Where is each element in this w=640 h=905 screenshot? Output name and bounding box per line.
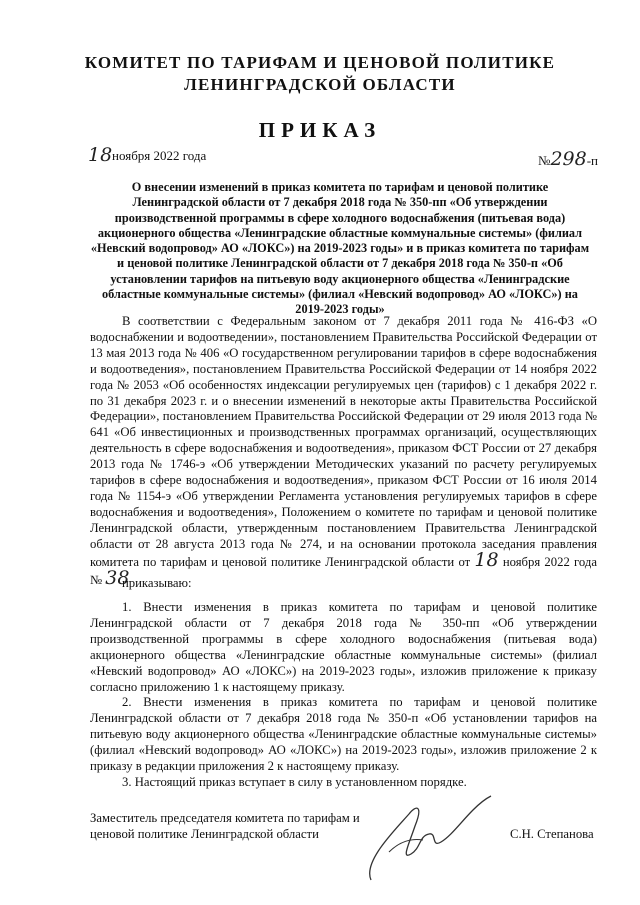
handwritten-day-2: 18 (474, 548, 499, 571)
order-word: приказываю: (122, 576, 192, 590)
handwritten-day: 18 (88, 144, 113, 166)
handwritten-protocol-number: 38 (105, 566, 130, 589)
org-name-line-1: КОМИТЕТ ПО ТАРИФАМ И ЦЕНОВОЙ ПОЛИТИКЕ (84, 53, 556, 72)
handwritten-number: 298 (550, 148, 587, 170)
subject-heading: О внесении изменений в приказ комитета по тарифам и ценовой политике Ленинградской области от 7 декабря 2018 года № 350-пп «Об утверждении производственной программы в сфере холодного водоснабжения (питьевая вода) акционерного общества «Ленинградские областные коммунальные системы» (филиал «Невский водопровод» АО «ЛОКС») на 2019-2023 годы» и в приказ комитета по тарифам и ценовой политике Ленинградской области от 7 декабря 2018 года № 350-п «Об установлении тарифов на питьевую воду акционерного общества «Ленинградские областные коммунальные системы» (филиал «Невский водопровод» АО «ЛОКС») на 2019-2023 годы» (90, 180, 590, 317)
preamble-paragraph: В соответствии с Федеральным законом от 7 декабря 2011 года № 416-ФЗ «О водоснабжении и водоотведении», постановлением Правительства Российской Федерации от 13 мая 2013 года № 406 «О государственном регулировании тарифов в сфере водоснабжения и водоотведения», постановлением Правительства Российской Федерации от 14 ноября 2022 года № 2053 «Об особенностях индексации регулируемых цен (тарифов) с 1 декабря 2022 г. по 31 декабря 2023 г. и о внесении изменений в некоторые акты Правительства Российской Федерации», постановлением Правительства Российской Федерации от 29 июля 2013 года № 641 «Об инвестиционных и производственных программах организаций, осуществляющих деятельность в сфере водоснабжения и водоотведения», приказом ФСТ России от 27 декабря 2013 года № 1746-э «Об утверждении Методических указаний по расчету регулируемых тарифов в сфере водоснабжения и водоотведения», приказом ФСТ России от 16 июля 2014 года № 1154-э «Об утверждении Регламента установления регулируемых тарифов в сфере водоснабжения и водоотведения», Положением о комитете по тарифам и ценовой политике Ленинградской области, утвержденным постановлением Правительства Ленинградской области от 28 августа 2013 года № 274, и на основании протокола заседания правления комитета по тарифам и ценовой политике Ленинградской области от 18 ноября 2022 года № 38 (90, 314, 597, 589)
item-1: 1. Внести изменения в приказ комитета по тарифам и ценовой политике Ленинградской области от 7 декабря 2018 года № 350-пп «Об утверждении производственной программы в сфере холодного водоснабжения (питьевая вода) акционерного общества «Ленинградские областные коммунальные системы» (филиал «Невский водопровод» АО «ЛОКС») на 2019-2023 годы», изложив приложение к приказу согласно приложению 1 к настоящему приказу. (90, 600, 597, 694)
document-title: ПРИКАЗ (258, 118, 382, 142)
order-items (90, 600, 597, 791)
order-number: №298-п (538, 148, 598, 170)
date-text: ноября 2022 года (112, 148, 207, 163)
signatory-name: С.Н. Степанова (510, 827, 594, 841)
item-2: 2. Внести изменения в приказ комитета по тарифам и ценовой политике Ленинградской области от 7 декабря 2018 года № 350-п «Об установлении тарифов на питьевую воду акционерного общества «Ленинградские областные коммунальные системы» (филиал «Невский водопровод» АО «ЛОКС») на 2019-2023 годы», изложив приложение 2 к приказу в редакции приложения 2 к настоящему приказу. (90, 695, 597, 774)
item-3: 3. Настоящий приказ вступает в силу в установленном порядке. (122, 774, 467, 789)
date-line (88, 144, 598, 170)
org-name-line-2: ЛЕНИНГРАДСКОЙ ОБЛАСТИ (184, 75, 456, 94)
handwritten-signature (365, 792, 495, 887)
signatory-position: Заместитель председателя комитета по тарифам и ценовой политике Ленинградской области (90, 811, 360, 841)
